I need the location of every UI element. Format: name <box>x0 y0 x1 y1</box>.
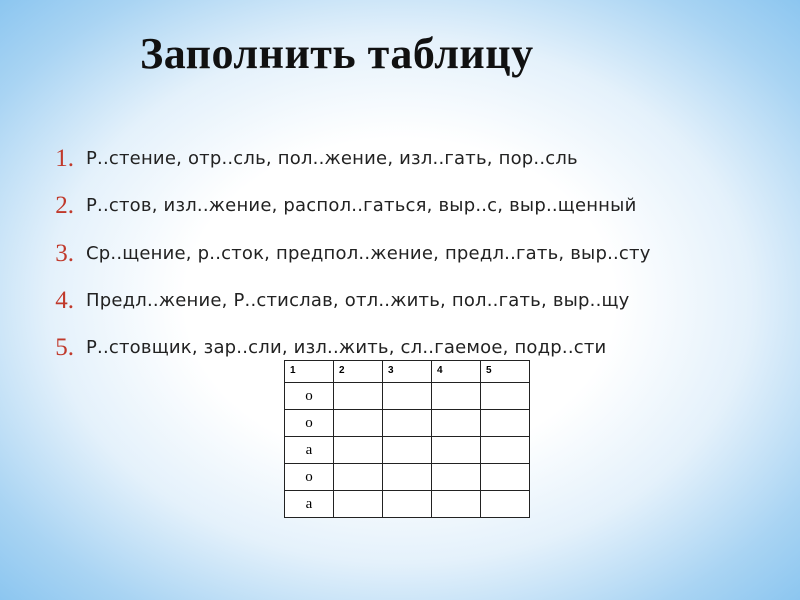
list-item-text: Ср..щение, р..сток, предпол..жение, предл..гать, выр..сту <box>86 243 651 264</box>
table-cell[interactable] <box>383 464 432 491</box>
list-item-text: Р..стовщик, зар..сли, изл..жить, сл..гаемое, подр..сти <box>86 337 607 358</box>
table-row <box>285 437 530 464</box>
list-item <box>34 240 774 270</box>
table-cell[interactable]: о <box>285 410 334 437</box>
list-item-number: 1. <box>55 145 74 172</box>
table-header-cell: 2 <box>334 361 383 383</box>
table-cell[interactable] <box>481 491 530 518</box>
table-cell[interactable] <box>383 410 432 437</box>
table-cell[interactable] <box>432 464 481 491</box>
table-cell[interactable] <box>432 410 481 437</box>
table-header-cell: 5 <box>481 361 530 383</box>
table-cell[interactable] <box>334 464 383 491</box>
table-cell[interactable] <box>334 437 383 464</box>
list-item-number: 4. <box>55 287 74 314</box>
table-cell[interactable]: о <box>285 383 334 410</box>
table-header-cell: 3 <box>383 361 432 383</box>
table-cell[interactable] <box>383 437 432 464</box>
list-item <box>34 145 774 175</box>
table-cell[interactable] <box>481 383 530 410</box>
table-header-row <box>285 361 530 383</box>
table-row <box>285 410 530 437</box>
list-item-number: 3. <box>55 240 74 267</box>
table-row <box>285 491 530 518</box>
answer-table <box>284 360 530 518</box>
list-item-number: 5. <box>55 334 74 361</box>
table-cell[interactable] <box>481 410 530 437</box>
table-cell[interactable] <box>432 491 481 518</box>
list-item <box>34 287 774 317</box>
table-cell[interactable] <box>334 491 383 518</box>
table-cell[interactable] <box>334 383 383 410</box>
table-header-cell: 1 <box>285 361 334 383</box>
table-cell[interactable]: о <box>285 464 334 491</box>
table-cell[interactable] <box>432 383 481 410</box>
list-item <box>34 192 774 222</box>
table-cell[interactable] <box>432 437 481 464</box>
table-cell[interactable] <box>383 491 432 518</box>
list-item-text: Р..стов, изл..жение, распол..гаться, выр..с, выр..щенный <box>86 195 637 216</box>
table-header-cell: 4 <box>432 361 481 383</box>
table-row <box>285 464 530 491</box>
table-cell[interactable] <box>481 464 530 491</box>
list-item-text: Предл..жение, Р..стислав, отл..жить, пол..гать, выр..щу <box>86 290 630 311</box>
list-item-text: Р..стение, отр..сль, пол..жение, изл..гать, пор..сль <box>86 148 578 169</box>
table-cell[interactable] <box>383 383 432 410</box>
table-cell[interactable] <box>481 437 530 464</box>
table-cell[interactable] <box>334 410 383 437</box>
table-cell[interactable]: а <box>285 437 334 464</box>
list-item-number: 2. <box>55 192 74 219</box>
slide-title: Заполнить таблицу <box>140 29 534 78</box>
table-row <box>285 383 530 410</box>
table-cell[interactable]: а <box>285 491 334 518</box>
